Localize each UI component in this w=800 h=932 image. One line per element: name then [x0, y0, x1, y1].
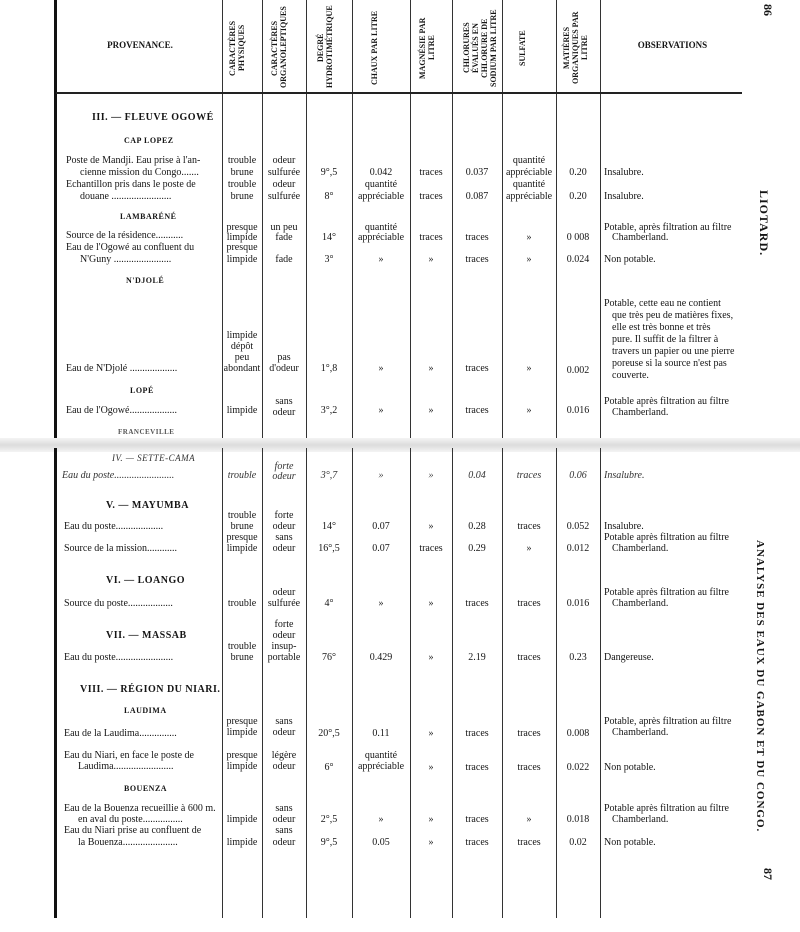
cell-observation: Insalubre. [604, 167, 644, 178]
cell-organoleptic: un peu [270, 222, 298, 233]
cell-observation: Chamberland. [612, 598, 669, 609]
cell-provenance: Eau du poste................... [64, 521, 164, 532]
section-title: V. — MAYUMBA [106, 500, 189, 511]
cell-sulfate: » [526, 232, 532, 243]
cell-observation: Insalubre. [604, 521, 644, 532]
header-rule [56, 92, 742, 94]
cell-provenance: la Bouenza...................... [78, 837, 178, 848]
subsection-title: LAUDIMA [124, 706, 167, 715]
cell-organoleptic: sans [275, 825, 293, 836]
cell-chaux: 0.07 [372, 543, 390, 554]
cell-organoleptic: odeur [272, 727, 296, 738]
cell-observation: Non potable. [604, 837, 656, 848]
cell-observation: Potable après filtration au filtre [604, 587, 729, 598]
cell-magnesie: » [428, 814, 434, 825]
cell-chlorures: traces [465, 232, 489, 243]
cell-provenance: Eau de N'Djolé ................... [66, 363, 178, 374]
cell-physical: brune [230, 652, 254, 663]
cell-provenance: Source du poste.................. [64, 598, 173, 609]
cell-organoleptic: odeur [272, 587, 296, 598]
header-provenance: PROVENANCE. [107, 40, 173, 50]
cell-magnesie: » [428, 598, 434, 609]
subsection-title: N'DJOLÉ [126, 276, 165, 285]
cell-magnesie: » [428, 405, 434, 416]
cell-matieres: 0.024 [566, 254, 590, 265]
cell-matieres: 0.018 [566, 814, 590, 825]
cell-observation: elle est très bonne et très [612, 322, 711, 333]
header-chaux: CHAUX PAR LITRE [370, 10, 379, 86]
cell-degree: 3° [324, 254, 334, 265]
cell-organoleptic: sans [275, 803, 293, 814]
header-chlorures: CHLORURES ÉVALUÉS EN CHLORURE DE SODIUM PAR LITRE [462, 9, 498, 87]
cell-matieres: 0.052 [566, 521, 590, 532]
cell-matieres: 0.06 [569, 470, 587, 481]
cell-chaux: appréciable [357, 232, 405, 243]
cell-matieres: 0.23 [569, 652, 587, 663]
cell-provenance: Eau du Niari prise au confluent de [64, 825, 202, 836]
col-divider [600, 0, 601, 440]
cell-chaux: » [378, 405, 384, 416]
cell-degree: 9°,5 [320, 837, 338, 848]
cell-chaux: 0.07 [372, 521, 390, 532]
cell-magnesie: » [428, 652, 434, 663]
cell-degree: 76° [322, 652, 336, 663]
cell-observation: Insalubre. [604, 191, 644, 202]
cell-physical: brune [230, 191, 254, 202]
col-divider [262, 0, 263, 440]
col-divider [600, 448, 601, 918]
cell-provenance: douane ........................ [80, 191, 172, 202]
cell-chlorures: traces [465, 254, 489, 265]
cell-chlorures: traces [465, 405, 489, 416]
cell-observation: pure. Il suffit de la filtrer à [612, 334, 719, 345]
cell-observation: Potable, après filtration au filtre [604, 716, 732, 727]
cell-physical: limpide [226, 837, 258, 848]
cell-observation: que très peu de matières fixes, [612, 310, 734, 321]
cell-physical: limpide [226, 254, 258, 265]
cell-organoleptic: insup- [271, 641, 297, 652]
cell-physical: presque [226, 242, 258, 253]
cell-chlorures: 0.087 [465, 191, 489, 202]
cell-observation: Non potable. [604, 762, 656, 773]
cell-physical: trouble [227, 179, 257, 190]
subsection-title: BOUENZA [124, 784, 168, 793]
cell-degree: 8° [324, 191, 334, 202]
cell-magnesie: » [428, 521, 434, 532]
cell-sulfate: » [526, 543, 532, 554]
cell-provenance: Eau de la Laudima............... [64, 728, 177, 739]
cell-provenance: Source de la résidence........... [66, 230, 184, 241]
page-number: 86 [761, 4, 775, 16]
cell-physical: presque [226, 532, 258, 543]
cell-degree: 14° [322, 232, 336, 243]
cell-observation: Potable, après filtration au filtre [604, 222, 732, 233]
col-divider [410, 0, 411, 440]
cell-physical: limpide [226, 405, 258, 416]
cell-sulfate: traces [517, 728, 541, 739]
cell-physical: presque [226, 716, 258, 727]
cell-physical: presque [226, 750, 258, 761]
cell-matieres: 0.016 [566, 405, 590, 416]
cell-sulfate: » [526, 363, 532, 374]
cell-degree: 3°,7 [320, 470, 338, 481]
cell-matieres: 0.20 [569, 167, 587, 178]
cell-organoleptic: pas [277, 352, 291, 363]
cell-chaux: » [378, 598, 384, 609]
cell-chlorures: traces [465, 363, 489, 374]
cell-degree: 3°,2 [320, 405, 338, 416]
cell-matieres: 0.20 [569, 191, 587, 202]
section-title: VI. — LOANGO [106, 575, 186, 586]
author-running-head: LIOTARD. [757, 190, 771, 257]
col-divider [222, 0, 223, 440]
cell-sulfate: » [526, 814, 532, 825]
subsection-title: LOPÉ [130, 386, 154, 395]
col-divider [352, 0, 353, 440]
cell-matieres: 0.02 [569, 837, 587, 848]
cell-observation: Potable après filtration au filtre [604, 396, 729, 407]
cell-physical: limpide [226, 727, 258, 738]
cell-observation: Chamberland. [612, 232, 669, 243]
cell-physical: trouble [227, 510, 257, 521]
cell-provenance: Eau du poste....................... [64, 652, 174, 663]
cell-observation: Chamberland. [612, 727, 669, 738]
cell-observation: Potable après filtration au filtre [604, 803, 729, 814]
cell-physical: trouble [227, 155, 257, 166]
cell-chlorures: 0.037 [465, 167, 489, 178]
cell-chlorures: 2.19 [468, 652, 486, 663]
cell-observation: poreuse si la source n'est pas [612, 358, 727, 369]
title-running-head: ANALYSE DES EAUX DU GABON ET DU CONGO. [754, 540, 766, 833]
section-title: VIII. — RÉGION DU NIARI. [80, 684, 221, 695]
col-divider [452, 0, 453, 440]
cell-organoleptic: odeur [272, 814, 296, 825]
subsection-title: FRANCEVILLE [118, 428, 175, 436]
section-title: III. — FLEUVE OGOWÉ [92, 112, 214, 123]
cell-sulfate: » [526, 405, 532, 416]
cell-magnesie: traces [419, 167, 443, 178]
cell-organoleptic: odeur [272, 630, 296, 641]
subsection-title: LAMBARÉNÉ [120, 212, 177, 221]
cell-chlorures: traces [465, 837, 489, 848]
cell-physical: limpide [226, 330, 258, 341]
section-title: VII. — MASSAB [106, 630, 187, 641]
cell-provenance: Eau du poste........................ [62, 470, 175, 481]
cell-physical: abondant [223, 363, 261, 374]
cell-degree: 6° [324, 762, 334, 773]
cell-chaux: » [378, 470, 384, 481]
cell-organoleptic: odeur [272, 521, 296, 532]
cell-physical: peu [234, 352, 250, 363]
cell-physical: trouble [227, 470, 257, 481]
header-degre: DEGRÉ HYDROTIMÉTRIQUE [316, 5, 334, 88]
cell-organoleptic: sans [275, 532, 293, 543]
cell-chlorures: traces [465, 598, 489, 609]
cell-observation: Chamberland. [612, 814, 669, 825]
cell-organoleptic: odeur [272, 179, 296, 190]
cell-chaux: » [378, 814, 384, 825]
cell-organoleptic: sulfurée [267, 191, 301, 202]
cell-organoleptic: odeur [272, 471, 296, 482]
cell-organoleptic: portable [267, 652, 301, 663]
cell-observation: Non potable. [604, 254, 656, 265]
cell-chaux: appréciable [357, 761, 405, 772]
header-caracteres-physiques: CARACTÈRES PHYSIQUES [228, 20, 246, 76]
cell-physical: limpide [226, 232, 258, 243]
cell-magnesie: traces [419, 232, 443, 243]
cell-provenance: Echantillon pris dans le poste de [66, 179, 196, 190]
cell-organoleptic: odeur [272, 837, 296, 848]
header-observations: OBSERVATIONS [637, 40, 708, 50]
cell-chaux: quantité [364, 179, 398, 190]
cell-matieres: 0.002 [566, 365, 590, 376]
cell-provenance: N'Guny ....................... [80, 254, 172, 265]
cell-physical: trouble [227, 598, 257, 609]
cell-sulfate: appréciable [505, 191, 553, 202]
cell-chaux: appréciable [357, 191, 405, 202]
cell-organoleptic: forte [274, 510, 294, 521]
cell-chlorures: 0.04 [468, 470, 486, 481]
cell-magnesie: » [428, 762, 434, 773]
cell-organoleptic: légère [271, 750, 297, 761]
cell-matieres: 0.016 [566, 598, 590, 609]
col-divider [502, 0, 503, 440]
cell-chlorures: traces [465, 762, 489, 773]
cell-observation: Potable après filtration au filtre [604, 532, 729, 543]
cell-organoleptic: odeur [272, 761, 296, 772]
cell-magnesie: » [428, 837, 434, 848]
cell-organoleptic: sans [275, 716, 293, 727]
cell-sulfate: traces [517, 598, 541, 609]
cell-magnesie: » [428, 254, 434, 265]
cell-provenance: Source de la mission............ [64, 543, 178, 554]
cell-degree: 14° [322, 521, 336, 532]
section-title: IV. — SETTE-CAMA [112, 453, 196, 463]
cell-physical: brune [230, 167, 254, 178]
cell-physical: trouble [227, 641, 257, 652]
cell-sulfate: traces [516, 470, 542, 481]
cell-magnesie: » [428, 363, 434, 374]
cell-degree: 4° [324, 598, 334, 609]
cell-sulfate: traces [517, 521, 541, 532]
cell-provenance: Eau de la Bouenza recueillie à 600 m. [64, 803, 216, 814]
cell-matieres: 0.008 [566, 728, 590, 739]
cell-sulfate: traces [517, 837, 541, 848]
cell-chlorures: traces [465, 814, 489, 825]
cell-organoleptic: d'odeur [269, 363, 299, 374]
cell-physical: brune [230, 521, 254, 532]
cell-sulfate: traces [517, 762, 541, 773]
cell-chlorures: 0.29 [468, 543, 486, 554]
cell-sulfate: quantité [512, 155, 546, 166]
cell-chaux: » [378, 363, 384, 374]
header-matieres: MATIÈRES ORGANIQUES PAR LITRE [562, 11, 589, 85]
cell-provenance: Eau de l'Ogowé................... [66, 405, 177, 416]
cell-observation: Chamberland. [612, 407, 669, 418]
cell-matieres: 0 008 [566, 232, 590, 243]
cell-chaux: quantité [364, 750, 398, 761]
cell-organoleptic: forte [274, 461, 294, 472]
cell-organoleptic: forte [274, 619, 294, 630]
cell-sulfate: appréciable [505, 167, 553, 178]
cell-degree: 9°,5 [320, 167, 338, 178]
cell-magnesie: traces [419, 543, 443, 554]
header-magnesie: MAGNÉSIE PAR LITRE [418, 17, 436, 79]
cell-chaux: 0.11 [372, 728, 390, 739]
cell-provenance: Eau de l'Ogowé au confluent du [66, 242, 195, 253]
cell-sulfate: traces [517, 652, 541, 663]
cell-provenance: Eau du Niari, en face le poste de [64, 750, 194, 761]
cell-magnesie: » [428, 470, 434, 481]
cell-observation: Dangereuse. [604, 652, 654, 663]
cell-provenance: cienne mission du Congo....... [80, 167, 199, 178]
cell-physical: limpide [226, 814, 258, 825]
cell-degree: 1°,8 [320, 363, 338, 374]
cell-organoleptic: odeur [272, 155, 296, 166]
cell-degree: 2°,5 [320, 814, 338, 825]
cell-provenance: en aval du poste................ [78, 814, 183, 825]
page-number: 87 [761, 868, 775, 880]
cell-chaux: 0.05 [372, 837, 390, 848]
cell-sulfate: quantité [512, 179, 546, 190]
cell-organoleptic: odeur [272, 543, 296, 554]
cell-organoleptic: sulfurée [267, 598, 301, 609]
cell-organoleptic: fade [275, 254, 293, 265]
cell-chaux: 0.042 [369, 167, 393, 178]
header-sulfate: SULFATE [518, 30, 527, 66]
cell-observation: Insalubre. [604, 470, 645, 481]
cell-chaux: 0.429 [369, 652, 393, 663]
cell-organoleptic: odeur [272, 407, 296, 418]
cell-provenance: Laudima........................ [78, 761, 174, 772]
cell-organoleptic: sulfurée [267, 167, 301, 178]
cell-physical: limpide [226, 761, 258, 772]
cell-physical: presque [226, 222, 258, 233]
cell-sulfate: » [526, 254, 532, 265]
cell-chlorures: traces [465, 728, 489, 739]
cell-observation: Potable, cette eau ne contient [604, 298, 721, 309]
cell-observation: couverte. [612, 370, 649, 381]
col-divider [306, 0, 307, 440]
cell-degree: 20°,5 [318, 728, 340, 739]
cell-matieres: 0.022 [566, 762, 590, 773]
cell-degree: 16°,5 [318, 543, 340, 554]
cell-physical: dépôt [230, 341, 254, 352]
cell-observation: Chamberland. [612, 543, 669, 554]
cell-magnesie: » [428, 728, 434, 739]
cell-physical: limpide [226, 543, 258, 554]
cell-observation: travers un papier ou une pierre [612, 346, 735, 357]
cell-chaux: » [378, 254, 384, 265]
cell-chaux: quantité [364, 222, 398, 233]
cell-matieres: 0.012 [566, 543, 590, 554]
cell-provenance: Poste de Mandji. Eau prise à l'an- [66, 155, 201, 166]
cell-organoleptic: fade [275, 232, 293, 243]
header-caracteres-organoleptiques: CARACTÈRES ORGANOLEPTIQUES [270, 6, 288, 88]
cell-chlorures: 0.28 [468, 521, 486, 532]
subsection-title: CAP LOPEZ [124, 136, 174, 145]
cell-magnesie: traces [419, 191, 443, 202]
cell-organoleptic: sans [275, 396, 293, 407]
